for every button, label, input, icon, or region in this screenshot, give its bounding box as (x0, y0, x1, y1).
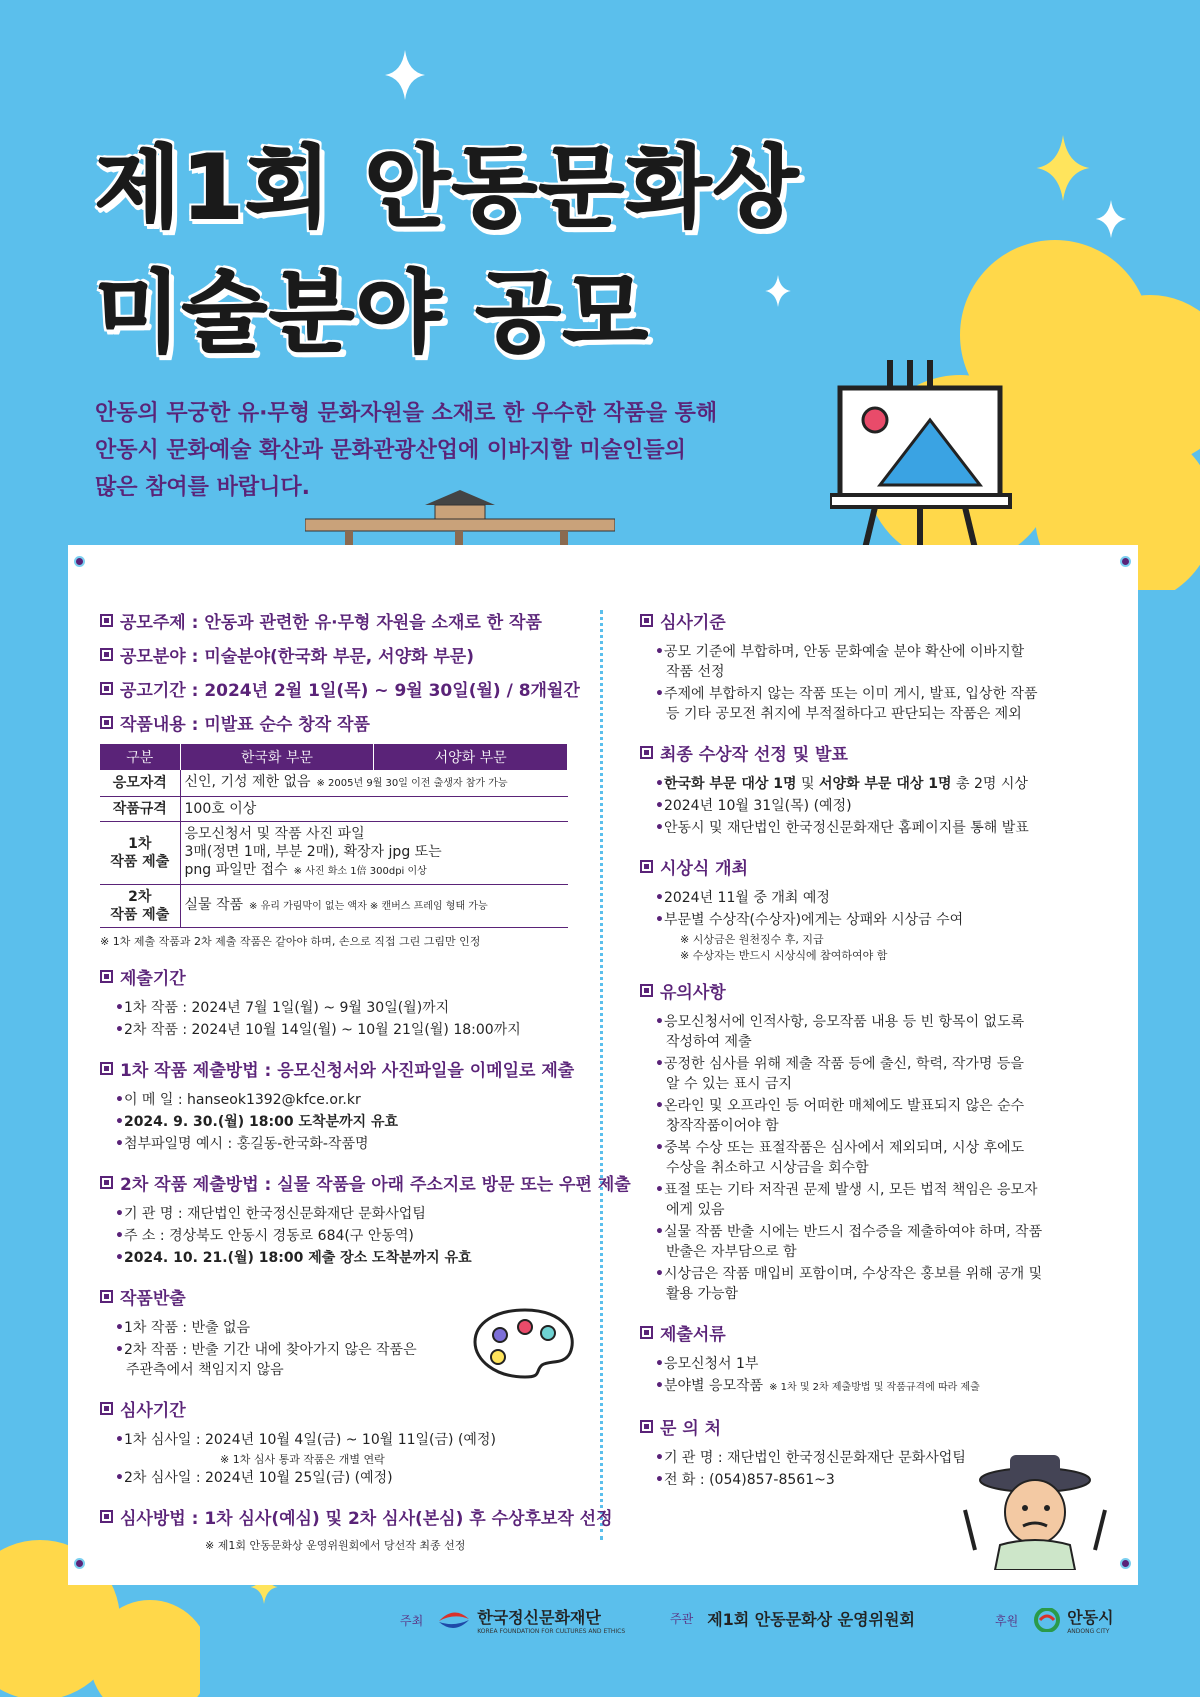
section-heading: 시상식 개최 (640, 854, 1120, 879)
table-header: 서양화 부문 (374, 744, 568, 770)
list-item: •공정한 심사를 위해 제출 작품 등에 출신, 학력, 작가명 등을 알 수 있는 표시 금지 (655, 1056, 1024, 1092)
section-heading: 제출기간 (100, 964, 580, 989)
table-row: 응모자격 신인, 기성 제한 없음 ※ 2005년 9월 30일 이전 출생자 참가 가능 (100, 770, 568, 797)
sparkle-icon (385, 50, 425, 100)
pin-dot (74, 556, 85, 567)
list-item: •주제에 부합하지 않는 작품 또는 이미 게시, 발표, 입상한 작품 등 기타 공모전 취지에 부적절하다고 판단되는 작품은 제외 (655, 686, 1038, 722)
table-header: 구분 (100, 744, 180, 770)
section-heading: 심사방법 : 1차 심사(예심) 및 2차 심사(본심) 후 수상후보작 선정 (100, 1504, 580, 1529)
footer (0, 1605, 1200, 1655)
list-item: •온라인 및 오프라인 등 어떠한 매체에도 발표되지 않은 순수 창작작품이어야 함 (655, 1098, 1025, 1134)
sparkle-icon (1095, 200, 1127, 238)
note: ※ 1차 심사 통과 작품은 개별 연락 (220, 1453, 385, 1466)
section-heading: 심사기준 (640, 608, 1120, 633)
eligibility-table (100, 744, 568, 928)
pin-dot (1120, 556, 1131, 567)
list-item: •2024년 11월 중 개최 예정 (655, 890, 830, 906)
pin-dot (1120, 1558, 1131, 1569)
left-column (100, 608, 631, 1554)
section-heading: 공고기간 : 2024년 2월 1일(목) ~ 9월 30일(월) / 8개월간 (100, 676, 580, 701)
foundation-logo-icon (437, 1609, 471, 1631)
intro-line: 많은 참여를 바랍니다. (95, 475, 310, 500)
section-heading: 작품반출 (100, 1284, 580, 1309)
list-item: •2024. 10. 21.(월) 18:00 제출 장소 도착분까지 유효 (115, 1250, 472, 1266)
list-item: •부문별 수상작(수상자)에게는 상패와 시상금 수여 (655, 912, 964, 928)
section-heading: 제출서류 (640, 1320, 1120, 1345)
organizer: 주관 제1회 안동문화상 운영위원회 (670, 1610, 915, 1629)
section-heading: 문 의 처 (640, 1414, 1120, 1439)
column-divider (600, 610, 603, 1540)
note: ※ 수상자는 반드시 시상식에 참여하여야 함 (680, 949, 888, 962)
note: ※ 제1회 안동문화상 운영위원회에서 당선작 최종 선정 (205, 1539, 466, 1552)
list-item: •응모신청서 1부 (655, 1356, 759, 1372)
scholar-character-icon (955, 1450, 1115, 1570)
list-item: •이 메 일 : hanseok1392@kfce.or.kr (115, 1092, 361, 1108)
andong-city-logo-icon (1032, 1608, 1062, 1632)
right-column (640, 608, 1120, 1492)
section-heading: 유의사항 (640, 978, 1120, 1003)
host: 주최 한국정신문화재단 KOREA FOUNDATION FOR CULTURES AND ETHICS (400, 1608, 626, 1635)
sponsor: 후원 안동시 ANDONG CITY (995, 1608, 1114, 1635)
list-item: •기 관 명 : 재단법인 한국정신문화재단 문화사업팀 (655, 1450, 966, 1466)
list-item: •응모신청서에 인적사항, 응모작품 내용 등 빈 항목이 없도록 작성하여 제출 (655, 1014, 1025, 1050)
list-item: •첨부파일명 예시 : 홍길동-한국화-작품명 (115, 1136, 369, 1152)
palette-icon (470, 1305, 580, 1380)
table-row: 1차 작품 제출 응모신청서 및 작품 사진 파일 3매(정면 1매, 부분 2매), 확장자 jpg 또는 png 파일만 접수 ※ 사진 화소 1倍 300dpi 이상 (100, 822, 568, 885)
list-item: •1차 심사일 : 2024년 10월 4일(금) ~ 10월 11일(금) (예정) (115, 1432, 496, 1448)
note: ※ 시상금은 원천징수 후, 지급 (680, 933, 824, 946)
title-line-1: 제1회 안동문화상 (95, 136, 800, 239)
table-header: 한국화 부문 (180, 744, 374, 770)
list-item: •안동시 및 재단법인 한국정신문화재단 홈페이지를 통해 발표 (655, 820, 1029, 836)
list-item: •전 화 : (054)857-8561~3 (655, 1472, 835, 1488)
section-heading: 공모분야 : 미술분야(한국화 부문, 서양화 부문) (100, 642, 580, 667)
list-item: •2024. 9. 30.(월) 18:00 도착분까지 유효 (115, 1114, 399, 1130)
list-item: •분야별 응모작품 ※ 1차 및 2차 제출방법 및 작품규격에 따라 제출 (655, 1378, 980, 1394)
table-row: 작품규격 100호 이상 (100, 797, 568, 822)
list-item: •2차 작품 : 반출 기간 내에 찾아가지 않은 작품은 주관측에서 책임지지 않음 (115, 1342, 417, 1378)
table-row: 2차 작품 제출 실물 작품 ※ 유리 가림막이 없는 액자 ※ 캔버스 프레임 형태 가능 (100, 885, 568, 928)
list-item: •2차 작품 : 2024년 10월 14일(월) ~ 10월 21일(월) 18:00까지 (115, 1022, 521, 1038)
title-line-2: 미술분야 공모 (95, 261, 650, 364)
intro-line: 안동시 문화예술 확산과 문화관광산업에 이바지할 미술인들의 (95, 438, 686, 463)
list-item: •실물 작품 반출 시에는 반드시 접수증을 제출하여야 하며, 작품 반출은 자부담으로 함 (655, 1224, 1043, 1260)
pin-dot (74, 1558, 85, 1569)
section-heading: 1차 작품 제출방법 : 응모신청서와 사진파일을 이메일로 제출 (100, 1056, 580, 1081)
section-heading: 2차 작품 제출방법 : 실물 작품을 아래 주소지로 방문 또는 우편 제출 (100, 1170, 580, 1195)
list-item: •표절 또는 기타 저작권 문제 발생 시, 모든 법적 책임은 응모자 에게 있음 (655, 1182, 1038, 1218)
list-item: •1차 작품 : 반출 없음 (115, 1320, 251, 1336)
sparkle-icon (1035, 135, 1091, 201)
table-footnote: ※ 1차 제출 작품과 2차 제출 작품은 같아야 하며, 손으로 직접 그린 그림만 인정 (100, 935, 481, 948)
section-heading: 작품내용 : 미발표 순수 창작 작품 (100, 710, 580, 735)
list-item: •공모 기준에 부합하며, 안동 문화예술 분야 확산에 이바지할 작품 선정 (655, 644, 1025, 680)
list-item: •기 관 명 : 재단법인 한국정신문화재단 문화사업팀 (115, 1206, 426, 1222)
list-item: •시상금은 작품 매입비 포함이며, 수상작은 홍보를 위해 공개 및 활용 가능함 (655, 1266, 1043, 1302)
section-heading: 최종 수상작 선정 및 발표 (640, 740, 1120, 765)
list-item: •중복 수상 또는 표절작품은 심사에서 제외되며, 시상 후에도 수상을 취소하고 시상금을 회수함 (655, 1140, 1025, 1176)
list-item: •1차 작품 : 2024년 7월 1일(월) ~ 9월 30일(월)까지 (115, 1000, 450, 1016)
list-item: •2차 심사일 : 2024년 10월 25일(금) (예정) (115, 1470, 393, 1486)
sparkle-icon (765, 275, 791, 307)
intro-line: 안동의 무궁한 유·무형 문화자원을 소재로 한 우수한 작품을 통해 (95, 401, 718, 426)
list-item: •2024년 10월 31일(목) (예정) (655, 798, 852, 814)
list-item: •한국화 부문 대상 1명 및 서양화 부문 대상 1명 총 2명 시상 (655, 776, 1028, 792)
list-item: •주 소 : 경상북도 안동시 경동로 684(구 안동역) (115, 1228, 414, 1244)
section-heading: 공모주제 : 안동과 관련한 유·무형 자원을 소재로 한 작품 (100, 608, 580, 633)
section-heading: 심사기간 (100, 1396, 580, 1421)
